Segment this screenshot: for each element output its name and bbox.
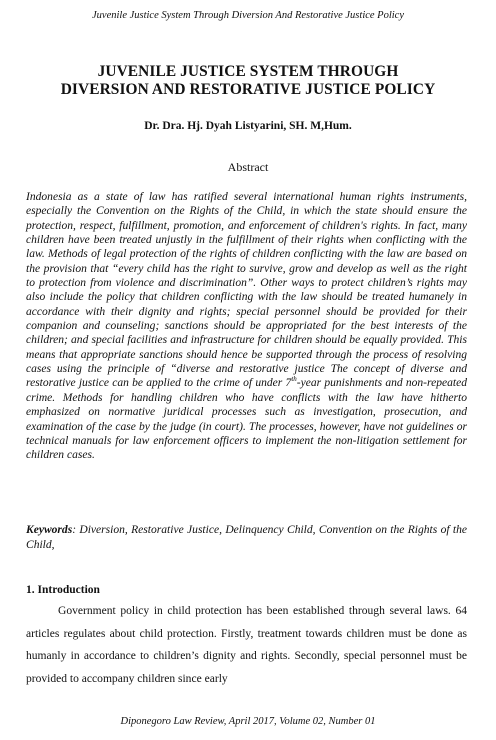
title-line-1: JUVENILE JUSTICE SYSTEM THROUGH — [97, 63, 399, 80]
abstract-text-part-2: -year punishments and non-repeated crime. Methods for handling children who have conflicts with the law have hitherto emphasized on normative juridical processes such as investigation, prosecution, and examination of the case by the judge (in court). The processes, however, have not guidelines or technical manuals for law enforcement officers to implement the non-litigation settlement for children cases. — [26, 377, 468, 462]
author-line: Dr. Dra. Hj. Dyah Listyarini, SH. M,Hum. — [144, 120, 352, 132]
section-heading-introduction: 1. Introduction — [26, 584, 100, 596]
abstract-text-part-1: Indonesia as a state of law has ratified several international human rights instruments, especially the Convention on the Rights of the Child, in which the state should ensure the protection, respect, fulfillment, promotion, and enforcement of children's rights. In fact, many children have been treated unjustly in the fulfillment of their rights when conflicting with the law. Methods of legal protection of the rights of children conflicting with the law are based on the provision that “every child has the right to survive, grow and develop as well as the right to protection from violence and discrimination”. Other ways to protect children’s rights may also include the policy that children conflicting with the law should be treated humanely in accordance with their dignity and rights; special personnel should be provided for their companion and counseling; sanctions should be appropriated for the best interests of the children; and special facilities and infrastructure for children should be equally provided. This means that appropriate sanctions should hence be supported through the process of resolving cases using the principle of “diverse and restorative justice The concept of diverse and restorative justice can be applied to the crime of under 7 — [26, 191, 467, 390]
introduction-paragraph: Government policy in child protection has been established through several laws. 64 articles regulates about child protection. Firstly, treatment towards children must be done as humanly in accordance to children’s dignity and rights. Secondly, special personnel must be provided to accompany children since early — [26, 605, 467, 686]
abstract-superscript: th — [291, 375, 297, 384]
keywords — [26, 523, 467, 553]
title-line-2: DIVERSION AND RESTORATIVE JUSTICE POLICY — [60, 81, 436, 98]
keywords-label: Keywords — [26, 524, 73, 536]
keywords-text: : Diversion, Restorative Justice, Delinquency Child, Convention on the Rights of the Child, — [26, 524, 467, 551]
abstract-heading: Abstract — [227, 160, 269, 174]
paper-title — [0, 63, 496, 99]
abstract-body — [26, 190, 467, 463]
running-header: Juvenile Justice System Through Diversion And Restorative Justice Policy — [92, 10, 404, 21]
running-footer: Diponegoro Law Review, April 2017, Volume 02, Number 01 — [120, 716, 376, 727]
